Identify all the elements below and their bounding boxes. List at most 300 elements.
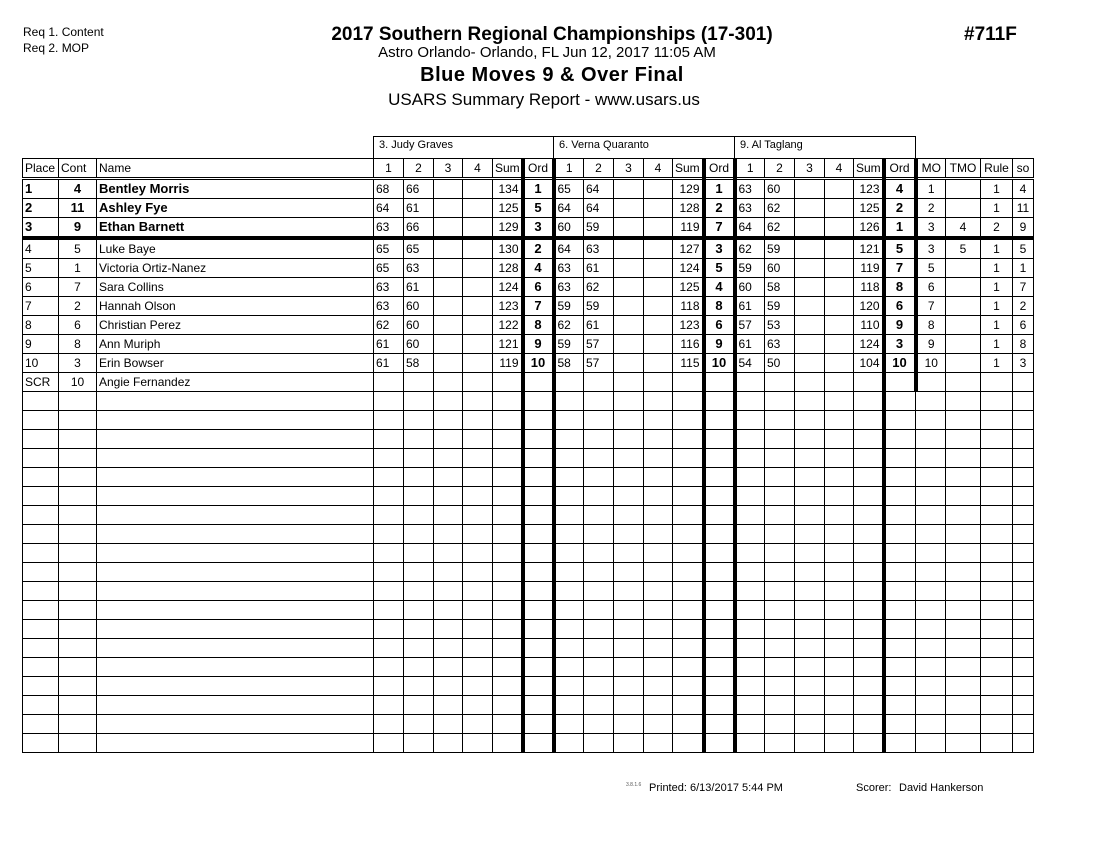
empty-cell bbox=[434, 525, 463, 544]
cell-mark bbox=[795, 335, 825, 354]
empty-cell bbox=[97, 468, 374, 487]
empty-cell bbox=[523, 582, 554, 601]
empty-cell bbox=[97, 392, 374, 411]
software-version: 3.8.1.6 bbox=[626, 782, 642, 788]
cell-mark: 61 bbox=[374, 354, 404, 373]
cell-mark: 60 bbox=[554, 218, 584, 239]
empty-cell bbox=[97, 601, 374, 620]
cell-mark bbox=[463, 335, 493, 354]
empty-cell bbox=[735, 544, 765, 563]
empty-cell bbox=[735, 506, 765, 525]
cell-mark: 57 bbox=[735, 316, 765, 335]
empty-cell bbox=[59, 601, 97, 620]
cell-mark: 61 bbox=[404, 278, 434, 297]
table-row bbox=[23, 179, 1034, 199]
empty-cell bbox=[1013, 601, 1034, 620]
cell-tmo bbox=[946, 278, 981, 297]
empty-cell bbox=[1013, 658, 1034, 677]
empty-cell bbox=[765, 601, 795, 620]
cell-sum: 121 bbox=[493, 335, 523, 354]
empty-cell bbox=[1013, 677, 1034, 696]
empty-cell bbox=[735, 677, 765, 696]
empty-cell bbox=[916, 715, 946, 734]
empty-cell bbox=[404, 449, 434, 468]
empty-cell bbox=[23, 696, 59, 715]
cell-so: 9 bbox=[1013, 218, 1034, 239]
empty-cell bbox=[644, 544, 673, 563]
cell-place: SCR bbox=[23, 373, 59, 392]
cell-mark bbox=[434, 354, 463, 373]
empty-cell bbox=[614, 639, 644, 658]
empty-cell bbox=[854, 734, 884, 753]
cell-mark bbox=[795, 199, 825, 218]
empty-cell bbox=[493, 582, 523, 601]
empty-cell bbox=[825, 696, 854, 715]
empty-cell bbox=[434, 658, 463, 677]
cell-tmo bbox=[946, 259, 981, 278]
empty-cell bbox=[981, 696, 1013, 715]
empty-cell bbox=[825, 487, 854, 506]
cell-sum: 119 bbox=[493, 354, 523, 373]
empty-cell bbox=[554, 601, 584, 620]
cell-mark: 65 bbox=[404, 238, 434, 259]
empty-cell bbox=[916, 734, 946, 753]
cell-mark bbox=[614, 199, 644, 218]
empty-cell bbox=[493, 430, 523, 449]
event-title: 2017 Southern Regional Championships (17-301) bbox=[331, 24, 773, 45]
cell-mark bbox=[825, 218, 854, 239]
empty-cell bbox=[374, 715, 404, 734]
empty-cell bbox=[795, 696, 825, 715]
cell-mark: 65 bbox=[554, 179, 584, 199]
cell-sum: 128 bbox=[493, 259, 523, 278]
empty-cell bbox=[374, 677, 404, 696]
cell-sum: 121 bbox=[854, 238, 884, 259]
empty-cell bbox=[981, 468, 1013, 487]
cell-mark: 61 bbox=[374, 335, 404, 354]
cell-mark bbox=[795, 259, 825, 278]
cell-mark: 63 bbox=[735, 179, 765, 199]
empty-cell bbox=[916, 677, 946, 696]
empty-cell bbox=[884, 544, 916, 563]
empty-cell bbox=[854, 601, 884, 620]
empty-cell bbox=[704, 734, 735, 753]
cell-mark: 63 bbox=[765, 335, 795, 354]
empty-cell bbox=[493, 715, 523, 734]
empty-cell bbox=[765, 544, 795, 563]
empty-cell bbox=[554, 544, 584, 563]
empty-cell bbox=[735, 468, 765, 487]
cell-mark: 64 bbox=[735, 218, 765, 239]
empty-cell bbox=[765, 582, 795, 601]
col-mark-4: 4 bbox=[825, 159, 854, 179]
cell-mark: 62 bbox=[554, 316, 584, 335]
empty-cell bbox=[644, 658, 673, 677]
empty-cell bbox=[735, 658, 765, 677]
empty-cell bbox=[946, 658, 981, 677]
cell-mark: 63 bbox=[404, 259, 434, 278]
cell-name: Victoria Ortiz-Nanez bbox=[97, 259, 374, 278]
empty-cell bbox=[434, 601, 463, 620]
cell-so: 6 bbox=[1013, 316, 1034, 335]
empty-cell bbox=[704, 677, 735, 696]
cell-ord bbox=[704, 373, 735, 392]
empty-cell bbox=[523, 487, 554, 506]
cell-ord: 4 bbox=[884, 179, 916, 199]
cell-mark: 65 bbox=[374, 238, 404, 259]
empty-cell bbox=[735, 392, 765, 411]
empty-cell bbox=[854, 392, 884, 411]
empty-cell bbox=[644, 677, 673, 696]
col-mark-2: 2 bbox=[584, 159, 614, 179]
empty-cell bbox=[854, 468, 884, 487]
empty-cell bbox=[493, 468, 523, 487]
cell-mark bbox=[463, 297, 493, 316]
empty-cell bbox=[825, 658, 854, 677]
empty-cell bbox=[946, 715, 981, 734]
empty-cell bbox=[97, 487, 374, 506]
empty-cell bbox=[946, 563, 981, 582]
empty-cell bbox=[59, 620, 97, 639]
empty-cell bbox=[704, 696, 735, 715]
empty-cell bbox=[614, 677, 644, 696]
empty-cell bbox=[523, 430, 554, 449]
cell-sum: 123 bbox=[673, 316, 704, 335]
empty-cell bbox=[584, 392, 614, 411]
cell-ord: 10 bbox=[704, 354, 735, 373]
empty-cell bbox=[795, 639, 825, 658]
empty-cell bbox=[59, 658, 97, 677]
empty-cell bbox=[854, 696, 884, 715]
empty-cell bbox=[614, 601, 644, 620]
empty-cell bbox=[554, 430, 584, 449]
empty-cell bbox=[523, 658, 554, 677]
empty-cell bbox=[825, 392, 854, 411]
empty-cell bbox=[854, 677, 884, 696]
empty-cell bbox=[463, 563, 493, 582]
empty-cell bbox=[434, 411, 463, 430]
empty-cell bbox=[434, 563, 463, 582]
col-tmo: TMO bbox=[946, 159, 981, 179]
cell-ord: 10 bbox=[884, 354, 916, 373]
empty-row bbox=[23, 620, 1034, 639]
empty-cell bbox=[825, 582, 854, 601]
empty-cell bbox=[523, 468, 554, 487]
cell-mark bbox=[614, 259, 644, 278]
empty-cell bbox=[795, 715, 825, 734]
empty-cell bbox=[673, 487, 704, 506]
cell-mark bbox=[825, 335, 854, 354]
cell-mark: 60 bbox=[404, 316, 434, 335]
empty-cell bbox=[735, 563, 765, 582]
empty-cell bbox=[825, 715, 854, 734]
empty-cell bbox=[554, 449, 584, 468]
cell-mark bbox=[434, 373, 463, 392]
empty-cell bbox=[765, 563, 795, 582]
empty-cell bbox=[374, 411, 404, 430]
cell-ord: 1 bbox=[884, 218, 916, 239]
empty-cell bbox=[854, 639, 884, 658]
empty-cell bbox=[584, 582, 614, 601]
empty-cell bbox=[463, 620, 493, 639]
empty-cell bbox=[825, 677, 854, 696]
empty-cell bbox=[97, 411, 374, 430]
cell-mark bbox=[735, 373, 765, 392]
empty-cell bbox=[374, 563, 404, 582]
cell-rule bbox=[981, 373, 1013, 392]
empty-cell bbox=[554, 392, 584, 411]
empty-cell bbox=[523, 525, 554, 544]
empty-cell bbox=[644, 601, 673, 620]
empty-cell bbox=[584, 430, 614, 449]
cell-mark bbox=[765, 373, 795, 392]
empty-cell bbox=[493, 392, 523, 411]
cell-name: Luke Baye bbox=[97, 238, 374, 259]
venue-line: Astro Orlando- Orlando, FL Jun 12, 2017 11:05 AM bbox=[378, 44, 716, 61]
empty-cell bbox=[614, 734, 644, 753]
empty-cell bbox=[946, 601, 981, 620]
empty-cell bbox=[644, 506, 673, 525]
empty-cell bbox=[765, 430, 795, 449]
cell-place: 1 bbox=[23, 179, 59, 199]
cell-mark bbox=[795, 238, 825, 259]
empty-cell bbox=[97, 677, 374, 696]
empty-cell bbox=[23, 411, 59, 430]
empty-row bbox=[23, 715, 1034, 734]
empty-cell bbox=[981, 449, 1013, 468]
cell-mo: 9 bbox=[916, 335, 946, 354]
cell-mark: 66 bbox=[404, 179, 434, 199]
empty-cell bbox=[523, 734, 554, 753]
cell-ord bbox=[523, 373, 554, 392]
col-mo: MO bbox=[916, 159, 946, 179]
empty-cell bbox=[884, 411, 916, 430]
cell-mark bbox=[644, 354, 673, 373]
cell-mark: 59 bbox=[584, 297, 614, 316]
cell-mark bbox=[434, 278, 463, 297]
empty-cell bbox=[554, 468, 584, 487]
empty-row bbox=[23, 544, 1034, 563]
empty-cell bbox=[735, 411, 765, 430]
report-title: USARS Summary Report - www.usars.us bbox=[388, 90, 700, 109]
empty-cell bbox=[463, 392, 493, 411]
cell-tmo bbox=[946, 373, 981, 392]
empty-cell bbox=[765, 734, 795, 753]
empty-cell bbox=[854, 430, 884, 449]
cell-mark: 61 bbox=[735, 297, 765, 316]
cell-mark bbox=[825, 179, 854, 199]
empty-cell bbox=[434, 582, 463, 601]
empty-cell bbox=[23, 639, 59, 658]
empty-cell bbox=[463, 430, 493, 449]
empty-cell bbox=[493, 411, 523, 430]
cell-mark bbox=[644, 179, 673, 199]
cell-mark bbox=[434, 335, 463, 354]
empty-cell bbox=[981, 715, 1013, 734]
cell-mark: 64 bbox=[584, 199, 614, 218]
cell-tmo bbox=[946, 335, 981, 354]
empty-cell bbox=[554, 487, 584, 506]
col-mark-2: 2 bbox=[404, 159, 434, 179]
empty-cell bbox=[584, 449, 614, 468]
cell-mark bbox=[825, 238, 854, 259]
table-row bbox=[23, 238, 1034, 259]
empty-cell bbox=[493, 620, 523, 639]
cell-sum bbox=[854, 373, 884, 392]
cell-mark: 63 bbox=[735, 199, 765, 218]
empty-cell bbox=[854, 411, 884, 430]
empty-cell bbox=[981, 430, 1013, 449]
cell-mark bbox=[644, 238, 673, 259]
empty-cell bbox=[584, 677, 614, 696]
cell-sum: 123 bbox=[493, 297, 523, 316]
empty-cell bbox=[884, 677, 916, 696]
table-row bbox=[23, 373, 1034, 392]
empty-cell bbox=[644, 696, 673, 715]
cell-mark: 63 bbox=[374, 297, 404, 316]
empty-cell bbox=[673, 392, 704, 411]
cell-rule: 1 bbox=[981, 278, 1013, 297]
empty-cell bbox=[735, 525, 765, 544]
empty-cell bbox=[614, 544, 644, 563]
cell-sum: 125 bbox=[854, 199, 884, 218]
empty-cell bbox=[916, 601, 946, 620]
table-row bbox=[23, 259, 1034, 278]
empty-cell bbox=[23, 677, 59, 696]
empty-cell bbox=[916, 430, 946, 449]
table-row bbox=[23, 199, 1034, 218]
empty-cell bbox=[981, 487, 1013, 506]
empty-cell bbox=[735, 734, 765, 753]
cell-ord: 7 bbox=[523, 297, 554, 316]
empty-cell bbox=[434, 696, 463, 715]
cell-mark: 61 bbox=[584, 316, 614, 335]
empty-cell bbox=[434, 715, 463, 734]
empty-cell bbox=[673, 734, 704, 753]
cell-cont: 11 bbox=[59, 199, 97, 218]
cell-mark bbox=[644, 278, 673, 297]
empty-cell bbox=[946, 525, 981, 544]
cell-mark bbox=[404, 373, 434, 392]
col-mark-1: 1 bbox=[554, 159, 584, 179]
cell-so: 11 bbox=[1013, 199, 1034, 218]
empty-cell bbox=[704, 525, 735, 544]
cell-ord bbox=[884, 373, 916, 392]
empty-cell bbox=[614, 525, 644, 544]
cell-sum: 129 bbox=[493, 218, 523, 239]
col-mark-2: 2 bbox=[765, 159, 795, 179]
cell-mark: 63 bbox=[554, 278, 584, 297]
empty-cell bbox=[735, 620, 765, 639]
cell-so: 2 bbox=[1013, 297, 1034, 316]
cell-mo: 6 bbox=[916, 278, 946, 297]
empty-cell bbox=[404, 620, 434, 639]
cell-mark: 62 bbox=[735, 238, 765, 259]
cell-mark: 54 bbox=[735, 354, 765, 373]
empty-cell bbox=[1013, 563, 1034, 582]
empty-cell bbox=[614, 449, 644, 468]
cell-mark bbox=[463, 316, 493, 335]
empty-cell bbox=[916, 544, 946, 563]
cell-sum: 119 bbox=[673, 218, 704, 239]
empty-cell bbox=[59, 430, 97, 449]
empty-cell bbox=[795, 601, 825, 620]
cell-mark: 66 bbox=[404, 218, 434, 239]
empty-cell bbox=[946, 582, 981, 601]
cell-mark bbox=[434, 218, 463, 239]
cell-rule: 1 bbox=[981, 335, 1013, 354]
cell-mark bbox=[644, 373, 673, 392]
cell-name: Sara Collins bbox=[97, 278, 374, 297]
col-ord: Ord bbox=[523, 159, 554, 179]
empty-cell bbox=[374, 430, 404, 449]
empty-cell bbox=[434, 449, 463, 468]
empty-cell bbox=[374, 639, 404, 658]
cell-ord: 1 bbox=[523, 179, 554, 199]
empty-cell bbox=[1013, 449, 1034, 468]
cell-mark: 63 bbox=[374, 278, 404, 297]
empty-cell bbox=[1013, 411, 1034, 430]
empty-row bbox=[23, 601, 1034, 620]
scorer-value: David Hankerson bbox=[899, 782, 984, 794]
cell-ord: 9 bbox=[523, 335, 554, 354]
cell-mo: 3 bbox=[916, 238, 946, 259]
cell-mark: 60 bbox=[735, 278, 765, 297]
empty-cell bbox=[23, 582, 59, 601]
cell-mark: 64 bbox=[554, 238, 584, 259]
requirement-1: Req 1. Content bbox=[23, 25, 104, 39]
table-row bbox=[23, 297, 1034, 316]
empty-cell bbox=[673, 677, 704, 696]
cell-mark bbox=[795, 354, 825, 373]
empty-cell bbox=[614, 468, 644, 487]
empty-row bbox=[23, 487, 1034, 506]
cell-mark bbox=[795, 373, 825, 392]
empty-cell bbox=[673, 563, 704, 582]
requirement-2: Req 2. MOP bbox=[23, 41, 90, 55]
cell-rule: 1 bbox=[981, 316, 1013, 335]
empty-cell bbox=[1013, 392, 1034, 411]
empty-cell bbox=[404, 582, 434, 601]
empty-cell bbox=[884, 487, 916, 506]
cell-mark bbox=[795, 179, 825, 199]
judge-header-3: 9. Al Taglang bbox=[734, 136, 916, 158]
cell-ord: 8 bbox=[884, 278, 916, 297]
cell-mark bbox=[825, 259, 854, 278]
empty-cell bbox=[916, 449, 946, 468]
cell-mark bbox=[644, 335, 673, 354]
empty-cell bbox=[825, 639, 854, 658]
empty-cell bbox=[434, 430, 463, 449]
empty-cell bbox=[554, 582, 584, 601]
empty-cell bbox=[644, 734, 673, 753]
empty-cell bbox=[404, 392, 434, 411]
table-row bbox=[23, 278, 1034, 297]
empty-cell bbox=[584, 525, 614, 544]
empty-cell bbox=[404, 525, 434, 544]
col-place: Place bbox=[23, 159, 59, 179]
empty-cell bbox=[584, 563, 614, 582]
cell-mark bbox=[825, 297, 854, 316]
empty-cell bbox=[23, 525, 59, 544]
empty-cell bbox=[765, 639, 795, 658]
empty-cell bbox=[584, 506, 614, 525]
empty-cell bbox=[644, 525, 673, 544]
empty-cell bbox=[1013, 468, 1034, 487]
cell-mark: 58 bbox=[765, 278, 795, 297]
empty-cell bbox=[735, 601, 765, 620]
empty-cell bbox=[916, 392, 946, 411]
